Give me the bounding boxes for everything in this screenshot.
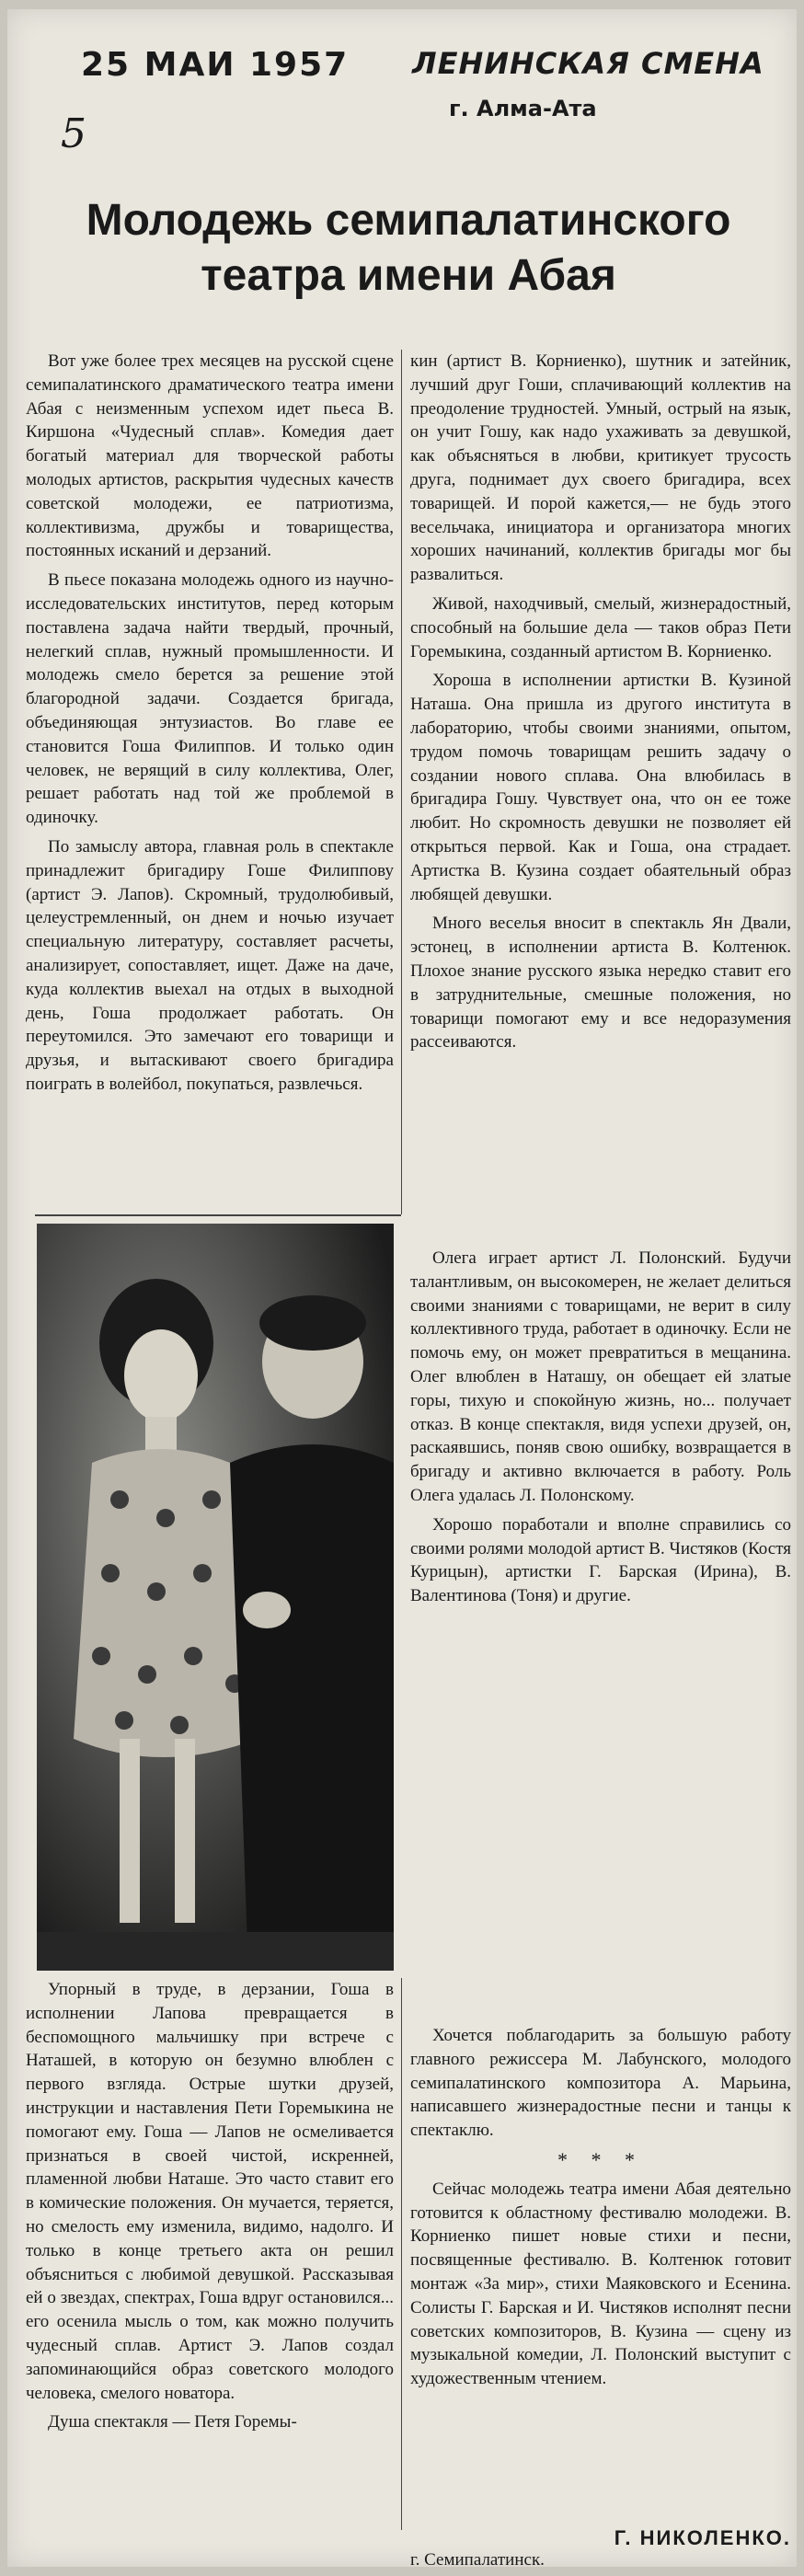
paragraph: Хорошо поработали и вполне справились со своими ролями молодой артист В. Чистяков (Костя Курицын), артистки Г. Барская (Ирина), В. Валентинова (Тоня) и другие. bbox=[410, 1514, 791, 1606]
column-3 bbox=[410, 1247, 791, 1614]
article bbox=[26, 175, 791, 2570]
paragraph: Живой, находчивый, смелый, жизнерадостный, способный на большие дела — таков образ Пети Горемыкина, созданный артистом В. Корниенко. bbox=[410, 593, 791, 661]
paragraph: Хороша в исполнении артистки В. Кузиной Наташа. Она пришла из другого института в лабораторию, чтобы своими знаниями, опытом, трудом помочь товарищам решить задачу о создании нового сплава. Она влюбилась в бригадира Гошу. Чувствует она, что он ее тоже любит. Но скромность девушки не позволяет ей открыться первой. Как и Гоша, она страдает. Артистка В. Кузина создает обаятельный образ любящей девушки. bbox=[410, 671, 791, 904]
column-1 bbox=[26, 350, 394, 1102]
paragraph: По замыслу автора, главная роль в спектакле принадлежит бригадиру Гоше Филиппову (артист Э. Лапов). Скромный, трудолюбивый, целеустремленный, он днем и ночью изучает специальную литературу, составляет расчеты, анализирует, сопоставляет, ищет. Даже на даче, куда коллектив выехал на отдых в выходной день, Гоша продолжает работать. Он переутомился. Это замечают его товарищи и друзья, и вытаскивают своего бригадира поиграть в волейбол, покупаться, развлечься. bbox=[26, 836, 394, 1094]
newspaper-clipping bbox=[7, 9, 797, 2570]
column-photo-caption bbox=[26, 1978, 394, 2440]
column-2 bbox=[410, 350, 791, 1060]
paragraph: Упорный в труде, в дерзании, Гоша в исполнении Лапова превращается в беспомощного мальчишку при встрече с Наташей, в которую он безумно влюблен с первого взгляда. Острые шутки друзей, инструкции и наставления Пети Горемыкина не помогают ему. Гоша — Лапов не осмеливается признаться в своей чистой, искренней, пламенной любви Наташе. Это часто ставит его в комические положения. Он мучается, теряется, но смелость ему изменила, видимо, надолго. И только в конце третьего акта он решил объясниться с любимой девушкой. Рассказывая ей о звездах, спектрах, Гоша вдруг остановился... его осенила мысль о том, как можно получить чудесный сплав. Артист Э. Лапов создал запоминающийся образ советского молодого человека, смелого новатора. bbox=[26, 1980, 394, 2403]
paragraph: Вот уже более трех месяцев на русской сцене семипалатинского драматического театра имени Абая с неизменным успехом идет пьеса В. Киршона «Чудесный сплав». Комедия дает богатый материал для творческой работы молодых артистов, раскрытия чудесных качеств советской молодежи, ее патриотизма, коллективизма, дружбы и товарищества, постоянных исканий и дерзаний. bbox=[26, 351, 394, 561]
paragraph: Много веселья вносит в спектакль Ян Двали, эстонец, в исполнении артиста В. Колтенюк. Плохое знание русского языка нередко ставит его в затруднительные, смешные положения, но товарищи помогают ему и все недоразумения рассеиваются. bbox=[410, 914, 791, 1052]
newspaper-city: г. Алма-Ата bbox=[449, 96, 597, 121]
paragraph: Сейчас молодежь театра имени Абая деятельно готовится к областному фестивалю молодежи. В. Корниенко пишет новые стихи и песни, посвященные фестивалю. В. Колтенюк готовит монтаж «За мир», стихи Маяковского и Есенина. Солисты Г. Барская и И. Чистяков исполнят песни советских композиторов, В. Кузина — сцену из музыкальной комедии, Л. Полонский выступит с художественным чтением. bbox=[410, 2179, 791, 2389]
author-name: Г. НИКОЛЕНКО. bbox=[614, 2526, 791, 2549]
author-city: г. Семипалатинск. bbox=[410, 2550, 545, 2570]
paragraph: Хочется поблагодарить за большую работу главного режиссера М. Лабунского, молодого семипалатинского композитора А. Марьина, написавшего жизнерадостные песни и танцы к спектаклю. bbox=[410, 2026, 791, 2141]
paragraph: кин (артист В. Корниенко), шутник и затейник, лучший друг Гоши, сплачивающий коллектив на преодоление трудностей. Умный, острый на язык, он учит Гошу, как надо ухаживать за девушкой, как объясняться в любви, критикует трусость друга, поднимает дух своего бригадира, всех товарищей. И порой кажется,— не будь этого весельчака, инициатора и организатора многих хороших начинаний, коллектив бригады мог бы развалиться. bbox=[410, 351, 791, 585]
newspaper-name: ЛЕНИНСКАЯ СМЕНА bbox=[412, 46, 764, 81]
theatre-scene-photo bbox=[37, 1224, 394, 1971]
section-rule bbox=[35, 1214, 401, 1216]
headline-line-2: театра имени Абая bbox=[201, 251, 616, 300]
column-divider bbox=[401, 350, 402, 1214]
article-headline bbox=[26, 193, 791, 304]
column-4 bbox=[410, 2024, 791, 2397]
column-divider bbox=[401, 1978, 402, 2530]
paragraph: Олега играет артист Л. Полонский. Будучи талантливым, он высокомерен, не желает делиться своими знаниями с товарищами, не верит в силу коллективного труда, работает в одиночку. Если не помочь ему, он может превратиться в мещанина. Олег влюблен в Наташу, он обещает ей златые горы, тихую и спокойную жизнь, но... получает отказ. В конце спектакля, видя успехи друзей, он, раскаявшись, поняв свою ошибку, возвращается в бригаду и активно включается в работу. Роль Олега удалась Л. Полонскому. bbox=[410, 1248, 791, 1505]
handwritten-page-mark: 5 bbox=[61, 110, 86, 157]
paragraph: В пьесе показана молодежь одного из научно-исследовательских институтов, перед которым поставлена задача найти твердый, прочный, нелегкий сплав, нужный промышленности. И молодежь смело берется за решение этой благородной задачи. Создается бригада, объединяющая энтузиастов. Во главе ее становится Гоша Филиппов. И только один человек, не верящий в силу коллектива, Олег, решает работать над той же проблемой в одиночку. bbox=[26, 570, 394, 828]
paragraph: Душа спектакля — Петя Горемы- bbox=[48, 2412, 297, 2432]
headline-line-1: Молодежь семипалатинского bbox=[86, 196, 731, 245]
date-stamp: 25 МАИ 1957 bbox=[81, 46, 350, 84]
photo-image bbox=[37, 1224, 394, 1971]
section-separator: * * * bbox=[557, 2147, 644, 2171]
